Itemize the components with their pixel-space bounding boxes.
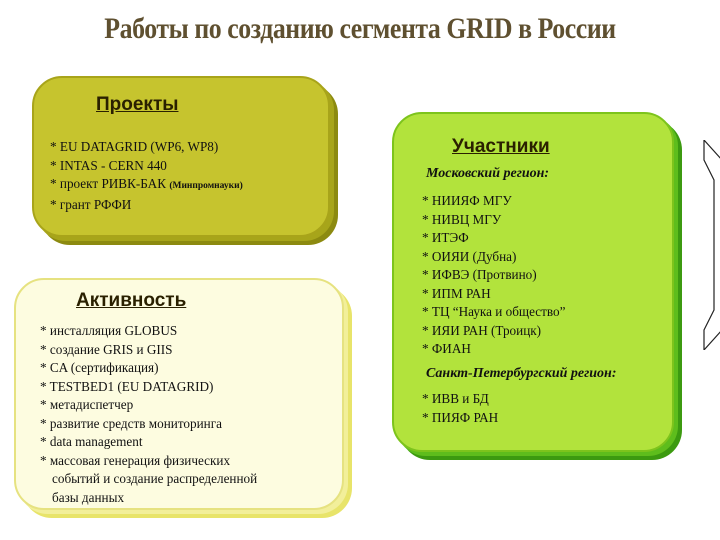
list-item: * НИВЦ МГУ <box>422 211 502 227</box>
list-item: * ФИАН <box>422 341 471 356</box>
list-item: * INTAS - CERN 440 <box>50 157 167 173</box>
side-arrow-shape <box>700 140 720 350</box>
list-item: * ИТЭФ <box>422 230 469 245</box>
list-item: * ТЦ “Наука и общество” <box>422 304 566 319</box>
list-item: * ИФВЭ (Протвино) <box>422 267 537 282</box>
list-item-text: * проект РИВК-БАК <box>50 176 167 191</box>
list-item: * метадиспетчер <box>40 397 134 412</box>
list-item: * развитие средств мониторинга <box>40 415 222 431</box>
list-item: событий и создание распределенной <box>52 471 258 486</box>
list-item: * ПИЯФ РАН <box>422 409 499 425</box>
moscow-list <box>422 192 565 359</box>
projects-list <box>50 138 243 214</box>
list-item: * data management <box>40 434 143 449</box>
list-item: * ИВВ и БД <box>422 391 489 406</box>
moscow-region-label: Московский регион: <box>426 166 550 181</box>
spb-region-label: Санкт-Петербургский регион: <box>426 366 617 381</box>
list-item: * инсталляция GLOBUS <box>40 323 178 338</box>
list-item: * CA (сертификация) <box>40 360 159 375</box>
list-item <box>50 175 243 196</box>
projects-heading: Проекты <box>96 94 179 115</box>
list-item: * ИПМ РАН <box>422 285 491 301</box>
list-item: * TESTBED1 (EU DATAGRID) <box>40 378 214 394</box>
list-item-note: (Минпромнауки) <box>169 181 243 191</box>
projects-box <box>32 76 330 237</box>
activity-box <box>14 278 344 510</box>
list-item: * создание GRIS и GIIS <box>40 341 173 357</box>
list-item: * массовая генерация физических <box>40 452 231 468</box>
list-item: * ИЯИ РАН (Троицк) <box>422 322 542 338</box>
list-item: * EU DATAGRID (WP6, WP8) <box>50 139 219 154</box>
page-title: Работы по созданию сегмента GRID в России <box>104 12 616 45</box>
spb-list <box>422 390 498 427</box>
activity-heading: Активность <box>76 290 187 311</box>
participants-heading: Участники <box>452 136 550 157</box>
list-item: * ОИЯИ (Дубна) <box>422 248 517 264</box>
list-item: базы данных <box>52 489 125 505</box>
list-item: * НИИЯФ МГУ <box>422 193 512 208</box>
list-item: * грант РФФИ <box>50 196 132 212</box>
activity-list <box>40 322 257 507</box>
participants-box <box>392 112 674 452</box>
